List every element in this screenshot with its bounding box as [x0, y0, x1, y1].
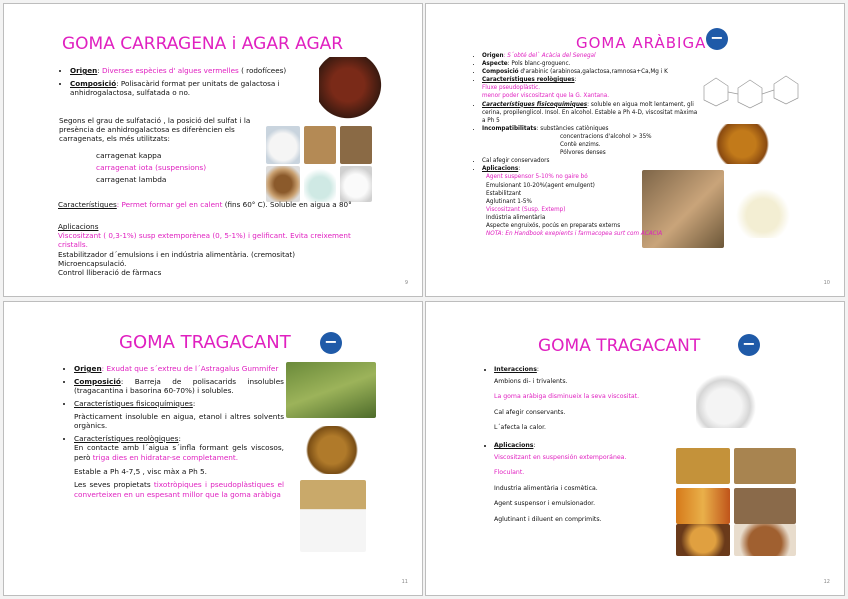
interaccio-line: Ambions di- i trivalents. [494, 377, 568, 385]
aplicacio-line: Floculant. [494, 469, 525, 477]
origen-label: Origen [482, 53, 504, 59]
aplicacions-line: Estabilitzador d´emulsions i en indústria alimentària. (cremositat) [58, 249, 296, 259]
reo-line: Fluxe pseudoplàstic. [482, 85, 541, 92]
composicio-value: : Polisacàrid format per unitats de galactosa i anhidrogalactosa, sulfatada o no. [70, 79, 280, 98]
fisicoquimiques-item [482, 101, 700, 125]
aplicacions-block [58, 222, 378, 277]
red-algae-image [319, 57, 391, 119]
type-kappa: carragenat kappa [96, 151, 162, 160]
composicio-item [74, 377, 284, 396]
aplicacions-label: Aplicacions [482, 166, 519, 173]
slide-carragena [3, 3, 423, 297]
reologiques-item: • Característiques reològiques: En contacte amb l´aigua s´infla formant gels viscosos, però triga dies en hidratar-se completament. Estable a Ph 4-7,5 , visc màx a Ph 5. Les seves propietats tixotròpiques i pseudoplàstiques el converteixen en un espesant millor que la goma aràbiga [74, 434, 284, 500]
interaccions-label: Interaccions [494, 366, 537, 373]
reologiques-colon: : [574, 77, 577, 84]
aplicacions-list [482, 173, 700, 238]
sauce-image [676, 524, 730, 556]
slide-arabiga [425, 3, 845, 297]
reo-label: Característiques reològiques [74, 433, 179, 443]
aplicacio-line: Estabilitzant [486, 190, 522, 197]
algae-flakes-image [304, 126, 336, 164]
slide-tragacant-2 [425, 301, 845, 596]
propietats-pink: tixotròpiques i pseudoplàstiques el converteixen en un espesant millor que la goma aràbiga [74, 480, 284, 499]
aplicacions-line: Microencapsulació. [58, 258, 127, 268]
origen-suffix: ( rodofícees) [241, 66, 287, 75]
minus-badge-icon[interactable]: − [706, 28, 728, 50]
fq-text: Pràcticament insoluble en aigua, etanol i altres solvents orgànics. [74, 411, 284, 431]
astragalus-plant-image [286, 362, 376, 418]
slide-title: GOMA CARRAGENA i AGAR AGAR [62, 34, 344, 54]
composicio-value: : Barreja de polisacarids insolubles (tragacantina i basorina 60-70%) i solubles. [74, 376, 284, 396]
composicio-label: Composició [74, 376, 121, 386]
aplicacio-line: Agent suspensor i emulsionador. [494, 500, 596, 508]
aplicacio-line: Aspecte engruixós, pocús en preparats externs [486, 222, 621, 229]
aplicacio-line: Viscositzant en suspensión extemporánea. [494, 453, 627, 461]
carragenat-types [96, 150, 206, 187]
arabic-gum-powder-image [732, 188, 794, 238]
aplicacio-line: Industria alimentària i cosmètica. [494, 484, 598, 492]
aplicacions-label: Aplicacions [494, 441, 534, 449]
reo-text: En contacte amb l´aigua s´infla formant gels viscosos, però [74, 443, 284, 462]
origen-item: • Origen: Diverses espècies d' algues vermelles ( rodofícees) [70, 66, 313, 75]
powder-image [266, 126, 300, 164]
origen-item [74, 364, 284, 374]
tragacanth-flakes-image [300, 426, 364, 474]
page-number: 12 [823, 579, 830, 585]
capsule-image [304, 166, 336, 202]
aspecte-value: : Pols blanc-groguenc. [507, 61, 571, 68]
minus-badge-icon[interactable]: − [738, 334, 760, 356]
caract-rest: (fins 60° C). Soluble en aigua a 80° [224, 200, 352, 209]
estable-text: Estable a Ph 4-7,5 , visc màx a Ph 5. [74, 466, 207, 476]
aspecte-item [482, 60, 700, 68]
interaccio-line: Cal afegir conservants. [494, 408, 566, 416]
aplicacions-line: Control lliberació de fàrmacs [58, 268, 162, 278]
conservadors-text: Cal afegir conservadors [482, 158, 550, 165]
incompat-line: concentracions d'alcohol > 35% [560, 133, 652, 140]
aplicacions-item: • Aplicacions: Viscositzant en suspensión extemporánea. Floculant. Industria alimentària i cosmètica. Agent suspensor i emulsionador. Aglutinant i diluent en comprimits. [494, 442, 682, 527]
composicio-label: Composició [70, 79, 117, 89]
reo-paragraph [74, 443, 284, 462]
incompat-line: Pólvores denses [560, 150, 606, 157]
composicio-item [70, 79, 313, 97]
page-number: 9 [404, 280, 408, 286]
origen-item [482, 52, 700, 60]
reo-pink: triga dies en hidratar-se completament. [92, 453, 239, 462]
cookies-image [734, 448, 796, 484]
snacks-image [676, 448, 730, 484]
reologiques-label: Característiques reològiques [482, 77, 575, 84]
propietats-paragraph [74, 480, 284, 499]
conservadors-item [482, 157, 700, 165]
aplicacio-line: Aglutinant 1-5% [486, 198, 532, 205]
origen-value: : Exudat que s´extreu de l´Astragalus Gummifer [101, 364, 279, 373]
origin-composition [58, 66, 313, 98]
aplicacions-list [494, 450, 682, 528]
slide-tragacant-1 [3, 301, 423, 596]
aplicacio-note: NOTA: En Handbook exepients i farmacopea surt com ACACIA [486, 231, 663, 238]
caract-label: Característiques [58, 200, 117, 209]
propietats-text: Les seves propietats [74, 480, 151, 490]
aplicacio-line: Emulsionant 10-20%(agent emulgent) [486, 182, 595, 189]
caract-pink: : Permet formar gel en calent [116, 200, 223, 209]
aplicacio-line: Aglutinant i diluent en comprimits. [494, 515, 602, 523]
seaweed-image [340, 126, 372, 164]
fisicoquimiques-item: • Característiques fisicoquímiques: Pràcticament insoluble en aigua, etanol i altres solvents orgànics. [74, 399, 284, 431]
fq-text: : soluble en aigua molt lentament, gli cerina, propilenglicol. Insol. En alcohol. Estable a Ph 4-D, viscositat màxima a Ph 5 [482, 101, 698, 124]
cookies-image [266, 166, 300, 202]
type-iota: carragenat iota (suspensions) [96, 163, 207, 173]
incompat-line: : substàncies catiòniques [536, 125, 609, 132]
slide-title: GOMA TRAGACANT [538, 336, 701, 356]
tragacant-2-content [482, 366, 682, 527]
chemical-structure-image [694, 66, 814, 114]
minus-badge-icon[interactable]: − [320, 332, 342, 354]
aplicacions-pink: Viscositzant ( 0,3-1%) susp extemporènea (0, 5-1%) i gelificant. Evita creixement cristalls. [58, 231, 351, 250]
incompatibilitats-item [482, 125, 700, 157]
aplicacio-line: Indústria alimentària [486, 214, 546, 221]
interaccio-line: La goma aràbiga disminueix la seva viscositat. [494, 393, 640, 401]
incompat-label: Incompatibilitats [482, 125, 537, 132]
reologiques-item [482, 76, 700, 100]
composicio-value: d'arabinic (arabinosa,galactosa,ramnosa+Ca,Mg i K [518, 69, 668, 76]
origen-value: Diverses espècies d' algues vermelles [101, 66, 239, 75]
page-number: 10 [823, 280, 830, 286]
aspecte-label: Aspecte [482, 61, 508, 68]
carragenats-intro: Segons el grau de sulfatació , la posició del sulfat i la presència de anhidrogalactosa es diferèncien els carragenats, els més utilitzats: [59, 116, 251, 144]
origen-value: : S´obté del` Acàcia del Senegal [503, 53, 596, 59]
arabiga-content [470, 52, 700, 238]
aplicacions-item: • Aplicacions: Agent suspensor 5-10% no gaire bó Emulsionant 10-20%(agent emulgent) Estabilitzant Aglutinant 1-5% Viscositzant (Susp. Extemp) Indústria alimentària Aspecte engruixós, pocús en preparats externs NOTA: En Handbook exepients i farmacopea surt com ACACIA [482, 165, 700, 238]
interaccions-item: • Interaccions: Ambions di- i trivalents. La goma aràbiga disminueix la seva viscositat. Cal afegir conservants. L´afecta la calor. [494, 366, 682, 436]
interaccions-list [494, 374, 682, 436]
gum-resin-image [716, 124, 782, 164]
tragacant-content [62, 364, 284, 500]
caracteristiques [58, 200, 378, 209]
aplicacio-line: Viscositzant (Susp. Extemp) [486, 206, 566, 213]
origen-label: Origen [74, 364, 102, 373]
reo-line: menor poder viscositzant que la G. Xantana. [482, 93, 610, 100]
dessert-image [734, 524, 796, 556]
aplicacions-label: Aplicacions [58, 222, 99, 231]
type-lambda: carragenat lambda [96, 175, 167, 185]
aplicacio-line: Agent suspensor 5-10% no gaire bó [486, 174, 588, 181]
slide-title: GOMA ARÀBIGA [576, 34, 707, 52]
origen-label: Origen [70, 66, 98, 75]
bread-image [734, 488, 796, 524]
cream-jar-image [340, 166, 372, 202]
page-number: 11 [401, 579, 408, 585]
fq-label: Característiques fisicoquímiques [482, 101, 588, 108]
fq-label: Característiques fisicoquímiques [74, 398, 193, 408]
interaccio-line: L´afecta la calor. [494, 424, 547, 432]
tragacanth-powder-image [300, 480, 366, 552]
powder-bowl-image [696, 366, 766, 428]
slide-title: GOMA TRAGACANT [119, 332, 291, 353]
jars-image [676, 488, 730, 524]
incompat-line: Contè enzims. [560, 142, 601, 149]
composicio-item [482, 68, 700, 76]
composicio-label: Composició [482, 69, 519, 76]
